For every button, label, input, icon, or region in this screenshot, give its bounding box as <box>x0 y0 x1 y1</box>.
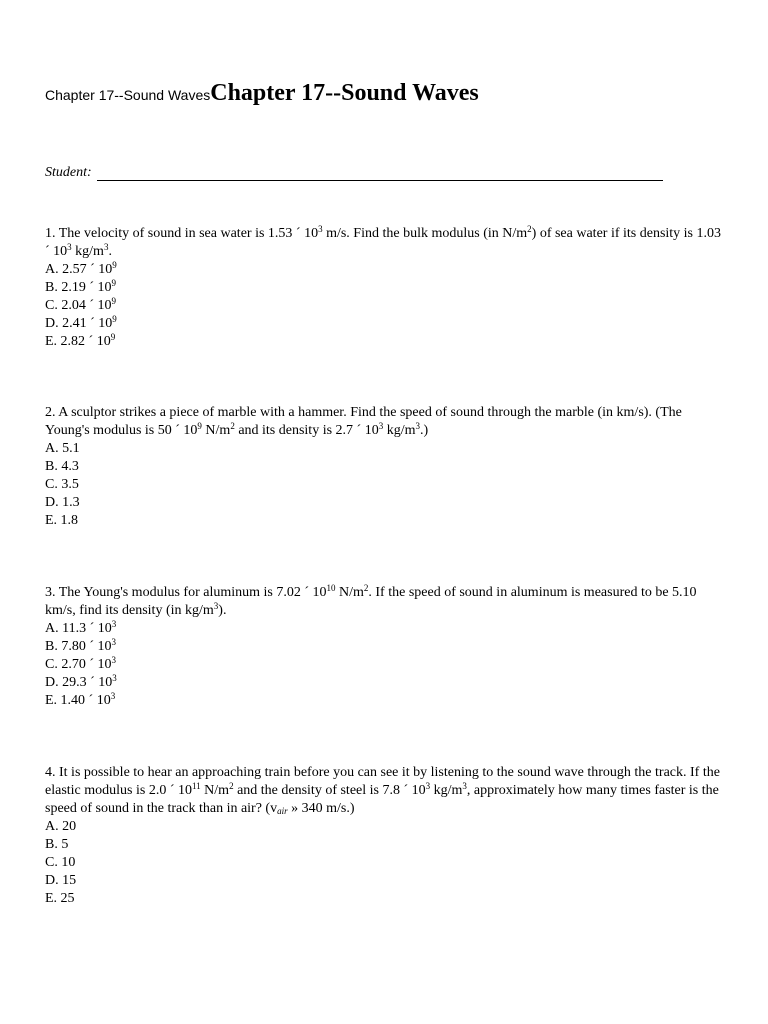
answer-option-c: C. 2.70 ´ $10^3$ <box>45 655 116 672</box>
student-label: Student: <box>45 165 92 180</box>
answer-option-a: A. 2.57 ´ $10^9$ <box>45 260 117 277</box>
answer-option-d: D. 29.3 ´ $10^3$ <box>45 673 117 690</box>
answer-option-a: A. 20 <box>45 819 77 834</box>
question-4 <box>45 764 725 908</box>
answer-option-d: D. 2.41 ´ $10^9$ <box>45 314 117 331</box>
answer-option-e: E. 2.82 ´ $10^9$ <box>45 332 116 349</box>
question-stem: 1. The velocity of sound in sea water is 1.53 ´ $10^3$ m/s. Find the bulk modulus (in $N/m^2$) of sea water if its density is 1.03 ´ $10^3$ $kg/m^3$. <box>45 224 722 259</box>
header-big-title: Chapter 17--Sound Waves <box>210 80 479 106</box>
answer-option-b: B. 7.80 ´ $10^3$ <box>45 637 116 654</box>
answer-option-b: B. 2.19 ´ $10^9$ <box>45 278 116 295</box>
header-small-title: Chapter 17--Sound Waves <box>45 87 211 103</box>
question-2 <box>45 404 725 530</box>
answer-option-d: D. 15 <box>45 873 77 888</box>
student-name-line[interactable] <box>97 166 663 181</box>
answer-option-b: B. 5 <box>45 837 69 852</box>
answer-option-c: C. 2.04 ´ $10^9$ <box>45 296 116 313</box>
answer-option-c: C. 3.5 <box>45 477 79 492</box>
question-1 <box>45 225 725 351</box>
student-field <box>45 165 663 181</box>
answer-option-d: D. 1.3 <box>45 495 80 510</box>
answer-option-e: E. 25 <box>45 891 75 906</box>
question-stem: 4. It is possible to hear an approaching train before you can see it by listening to the sound wave through the track. If the elastic modulus is 2.0 ´ $10^{11}$ $N/m^2$ and the density of steel is 7.8 ´ $10^3$ $kg/m^3$, approximately how many times faster is the speed of sound in the track than in air? ($v_{air}$ » 340 m/s.) <box>45 765 720 816</box>
answer-option-e: E. 1.8 <box>45 513 79 528</box>
answer-option-c: C. 10 <box>45 855 76 870</box>
question-3 <box>45 584 725 710</box>
answer-option-b: B. 4.3 <box>45 459 79 474</box>
question-stem: 2. A sculptor strikes a piece of marble with a hammer. Find the speed of sound through the marble (in km/s). (The Young's modulus is 50 ´ $10^9$ $N/m^2$ and its density is 2.7 ´ $10^3$ $kg/m^3$.) <box>45 405 682 438</box>
answer-option-e: E. 1.40 ´ $10^3$ <box>45 691 116 708</box>
question-stem: 3. The Young's modulus for aluminum is 7.02 ´ $10^{10}$ $N/m^2$. If the speed of sound in aluminum is measured to be 5.10 km/s, find its density (in $kg/m^3$). <box>45 583 697 618</box>
answer-option-a: A. 5.1 <box>45 441 80 456</box>
document-header <box>45 80 479 107</box>
answer-option-a: A. 11.3 ´ $10^3$ <box>45 619 117 636</box>
